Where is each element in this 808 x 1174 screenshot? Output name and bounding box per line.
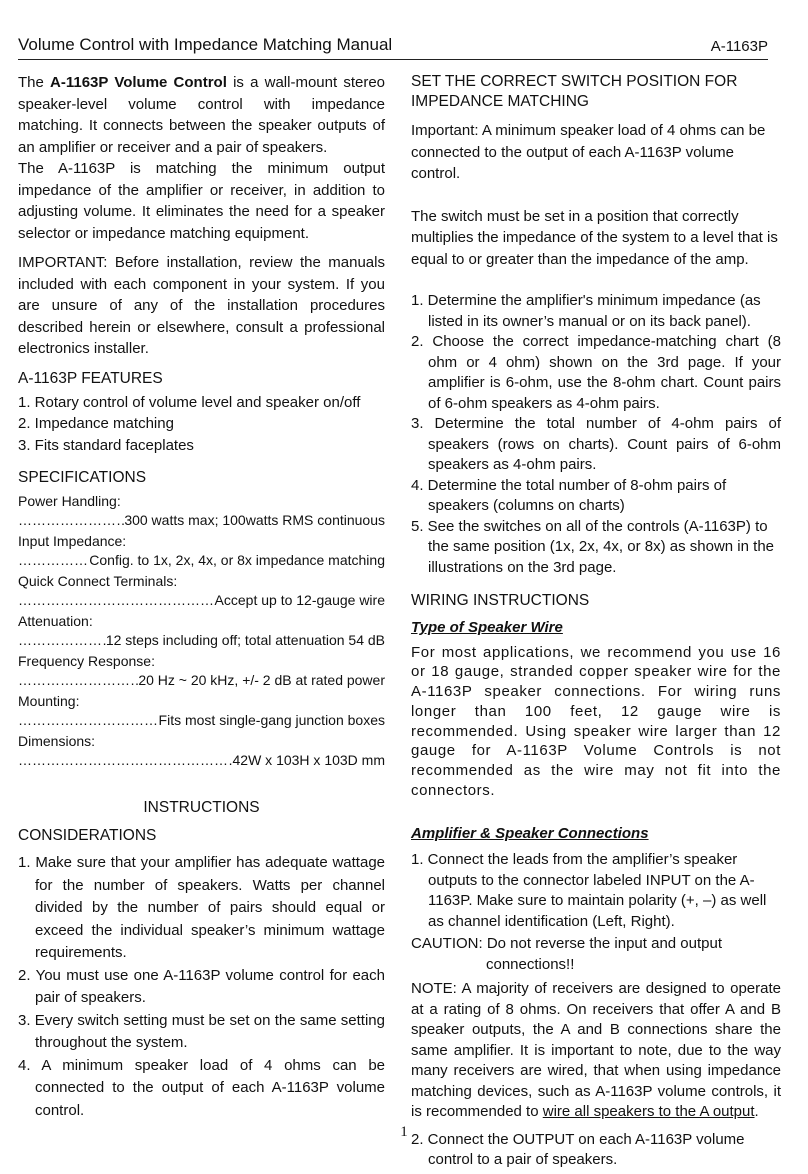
list-item: 2. Impedance matching: [18, 415, 174, 432]
spec-value-text: 12 steps including off; total attenuation 54 dB: [105, 632, 385, 648]
intro-paragraph-2: The A-1163P is matching the minimum output impedance of the amplifier or receiver, in addition to adjusting volume. It eliminates the need for a speaker selector or impedance matching equipment.: [18, 160, 385, 242]
note-label: NOTE:: [411, 980, 457, 998]
page-number: 1: [400, 1124, 408, 1140]
connections-step-1: [411, 850, 781, 932]
list-item: 2. Choose the correct impedance-matching chart (8 ohm or 4 ohm) shown on the 3rd page. If your amplifier is 6-ohm, use the 8-ohm chart. Count pairs of 6-ohm speakers as 4-ohm pairs.: [411, 333, 781, 412]
connections-heading: Amplifier & Speaker Connections: [411, 824, 649, 842]
list-item: 2. Connect the OUTPUT on each A-1163P volume control to a pair of speakers.: [411, 1130, 745, 1169]
switch-important-note: [411, 120, 781, 185]
switch-position-heading: SET THE CORRECT SWITCH POSITION FOR IMPEDANCE MATCHING: [411, 73, 738, 110]
caution-label: CAUTION:: [411, 935, 483, 953]
intro-lead: The: [18, 74, 51, 91]
spec-label: Frequency Response:: [18, 653, 155, 669]
switch-steps-list: [411, 291, 781, 578]
spec-value: [18, 751, 385, 770]
spec-value-text: Fits most single-gang junction boxes: [158, 712, 385, 728]
right-column: [411, 72, 781, 1171]
important-text: Before installation, review the manuals included with each component in your system. If you are unsure of any of the installation procedures described herein or elsewhere, consult a professional electronics installer.: [18, 254, 385, 357]
intro-text: is a wall-mount stereo speaker-level volume control with impedance matching. It connects between the speaker outputs of an amplifier or receiver and a pair of speakers.: [18, 74, 386, 156]
list-item: 3. Every switch setting must be set on the same setting throughout the system.: [18, 1011, 385, 1051]
spec-value: [18, 631, 385, 650]
important-notice: [18, 252, 385, 360]
specifications-heading: SPECIFICATIONS: [18, 469, 147, 486]
spec-value: [18, 591, 385, 610]
spec-label: Power Handling:: [18, 493, 121, 509]
specifications-list: [18, 492, 385, 770]
spec-value: [18, 511, 385, 530]
caution-text: Do not reverse the input and output connections!!: [482, 935, 722, 973]
spec-value: [18, 671, 385, 690]
instructions-heading: INSTRUCTIONS: [143, 799, 260, 816]
page-header: [18, 30, 768, 60]
switch-paragraph: The switch must be set in a position that correctly multiplies the impedance of the system to a level that is equal to or greater than the impedance of the amp.: [411, 207, 778, 268]
wire-type-heading: Type of Speaker Wire: [411, 619, 563, 636]
model-number: A-1163P: [710, 38, 768, 55]
spec-value: [18, 711, 385, 730]
features-list: [18, 392, 385, 457]
wiring-heading: WIRING INSTRUCTIONS: [411, 592, 590, 609]
spec-value-text: 20 Hz ~ 20 kHz, +/- 2 dB at rated power: [138, 672, 385, 688]
list-item: 1. Connect the leads from the amplifier’s speaker outputs to the connector labeled INPUT on the A-1163P. Make sure to maintain polarity (+, –) as well as channel identification (Left, Right).: [411, 851, 767, 930]
list-item: 3. Determine the total number of 4-ohm pairs of speakers (rows on charts). Count pairs of 6-ohm speakers as 4-ohm pairs.: [411, 415, 781, 473]
features-heading: A-1163P FEATURES: [18, 369, 163, 387]
spec-label: Input Impedance:: [18, 533, 127, 549]
list-item: 4. A minimum speaker load of 4 ohms can be connected to the output of each A-1163P volume control.: [18, 1056, 385, 1119]
note-paragraph: [411, 979, 781, 1123]
note-text: A majority of receivers are designed to operate at a rating of 8 ohms. On receivers that offer A and B speaker outputs, the A and B connections share the same amplifier. It is important to note, due to the way many receivers are wired, that when using impedance matching devices, such as A-1163P volume controls, it is recommended to: [411, 980, 781, 1121]
wire-type-paragraph: For most applications, we recommend you use 16 or 18 gauge, stranded copper speaker wire for the A-1163P speaker connections. For wiring runs longer than 100 feet, 12 gauge wire is recommended. Using speaker wire larger than 12 gauge for A-1163P Volume Controls is not recommended as the wire may not fit into the connectors.: [411, 643, 781, 800]
left-column: [18, 72, 385, 1122]
spec-value-text: 42W x 103H x 103D mm: [232, 752, 385, 768]
spec-label: Mounting:: [18, 693, 80, 709]
spec-value-text: Accept up to 12-gauge wire: [214, 592, 385, 608]
list-item: 4. Determine the total number of 8-ohm pairs of speakers (columns on charts): [411, 476, 727, 514]
document-title: Volume Control with Impedance Matching Manual: [18, 35, 393, 54]
spec-value-text: Config. to 1x, 2x, 4x, or 8x impedance matching: [89, 552, 385, 568]
spec-value: [18, 551, 385, 570]
important-label: IMPORTANT:: [18, 254, 108, 271]
list-item: 1. Rotary control of volume level and speaker on/off: [18, 393, 361, 411]
spec-value-text: 300 watts max; 100watts RMS continuous: [124, 512, 385, 528]
list-item: 5. See the switches on all of the controls (A-1163P) to the same position (1x, 2x, 4x, or 8x) as shown in the illustrations on the 3rd page.: [411, 517, 775, 576]
list-item: 1. Make sure that your amplifier has adequate wattage for the number of speakers. Watts per channel divided by the number of pairs should equal or exceed the individual speaker’s minimum wattage requirements.: [18, 854, 385, 961]
product-name: A-1163P Volume Control: [50, 74, 227, 91]
list-item: 2. You must use one A-1163P volume control for each pair of speakers.: [18, 966, 385, 1006]
considerations-heading: CONSIDERATIONS: [18, 827, 157, 844]
intro-paragraph: [18, 72, 385, 158]
caution-notice: [411, 934, 781, 975]
switch-important-label: Important:: [411, 122, 479, 139]
spec-label: Quick Connect Terminals:: [18, 573, 178, 589]
note-underlined-text: wire all speakers to the A output: [542, 1103, 755, 1121]
list-item: 1. Determine the amplifier's minimum impedance (as listed in its owner’s manual or on its back panel).: [411, 292, 761, 330]
note-end: .: [754, 1103, 759, 1121]
spec-label: Attenuation:: [18, 613, 93, 629]
list-item: 3. Fits standard faceplates: [18, 436, 194, 454]
considerations-list: [18, 852, 385, 1122]
switch-important-text: A minimum speaker load of 4 ohms can be connected to the output of each A-1163P volume control.: [411, 122, 766, 182]
spec-label: Dimensions:: [18, 733, 96, 749]
